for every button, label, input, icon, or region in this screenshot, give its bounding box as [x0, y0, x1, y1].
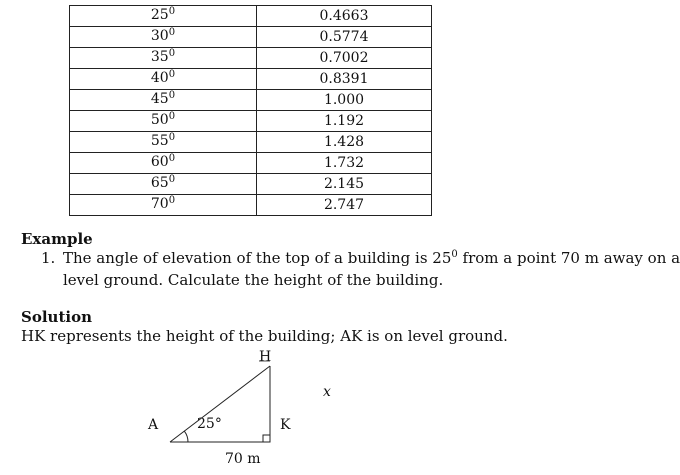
vertex-label-h: H — [259, 349, 272, 365]
right-angle-marker — [263, 435, 270, 442]
tangent-value-cell: 0.7002 — [257, 48, 432, 69]
tangent-value-cell: 0.4663 — [257, 6, 432, 27]
degree-symbol: 0 — [168, 69, 176, 80]
angle-value: 70 — [150, 196, 169, 212]
angle-value: 30 — [150, 28, 169, 44]
tangent-value-cell: 0.8391 — [257, 69, 432, 90]
degree-symbol: 0 — [168, 27, 176, 38]
tangent-value-cell: 1.192 — [257, 111, 432, 132]
angle-value: 25 — [150, 7, 169, 23]
question-text-part-2: from a point 70 m away on a — [457, 249, 680, 267]
angle-value: 60 — [150, 154, 169, 170]
question-degree-symbol: 0 — [451, 249, 458, 260]
question-text-line-2: level ground. Calculate the height of the building. — [63, 271, 444, 289]
degree-symbol: 0 — [168, 48, 176, 59]
tangent-value-cell: 1.732 — [257, 153, 432, 174]
tangent-value-cell: 2.747 — [257, 195, 432, 216]
degree-symbol: 0 — [168, 195, 176, 206]
degree-symbol: 0 — [168, 132, 176, 143]
angle-value: 55 — [150, 133, 169, 149]
tangent-value-cell: 1.000 — [257, 90, 432, 111]
question-text-part-1: The angle of elevation of the top of a building is 25 — [63, 249, 452, 267]
example-heading: Example — [21, 230, 93, 248]
angle-value: 40 — [150, 70, 169, 86]
degree-symbol: 0 — [168, 174, 176, 185]
angle-value: 50 — [150, 112, 169, 128]
degree-symbol: 0 — [168, 153, 176, 164]
base-length-label: 70 m — [225, 451, 261, 467]
solution-heading: Solution — [21, 308, 92, 326]
vertex-label-k: K — [280, 417, 291, 433]
tangent-value-cell: 1.428 — [257, 132, 432, 153]
side-label-x: x — [323, 384, 331, 400]
solution-text: HK represents the height of the building; AK is on level ground. — [21, 327, 508, 345]
angle-value: 35 — [150, 49, 169, 65]
question-number: 1. — [41, 249, 56, 267]
vertex-label-a: A — [148, 417, 159, 433]
degree-symbol: 0 — [168, 111, 176, 122]
degree-symbol: 0 — [168, 6, 176, 17]
angle-arc — [184, 431, 188, 442]
tangent-value-cell: 2.145 — [257, 174, 432, 195]
degree-symbol: 0 — [168, 90, 176, 101]
angle-label: 25° — [197, 416, 222, 432]
angle-value: 45 — [150, 91, 169, 107]
angle-value: 65 — [150, 175, 169, 191]
tangent-value-cell: 0.5774 — [257, 27, 432, 48]
